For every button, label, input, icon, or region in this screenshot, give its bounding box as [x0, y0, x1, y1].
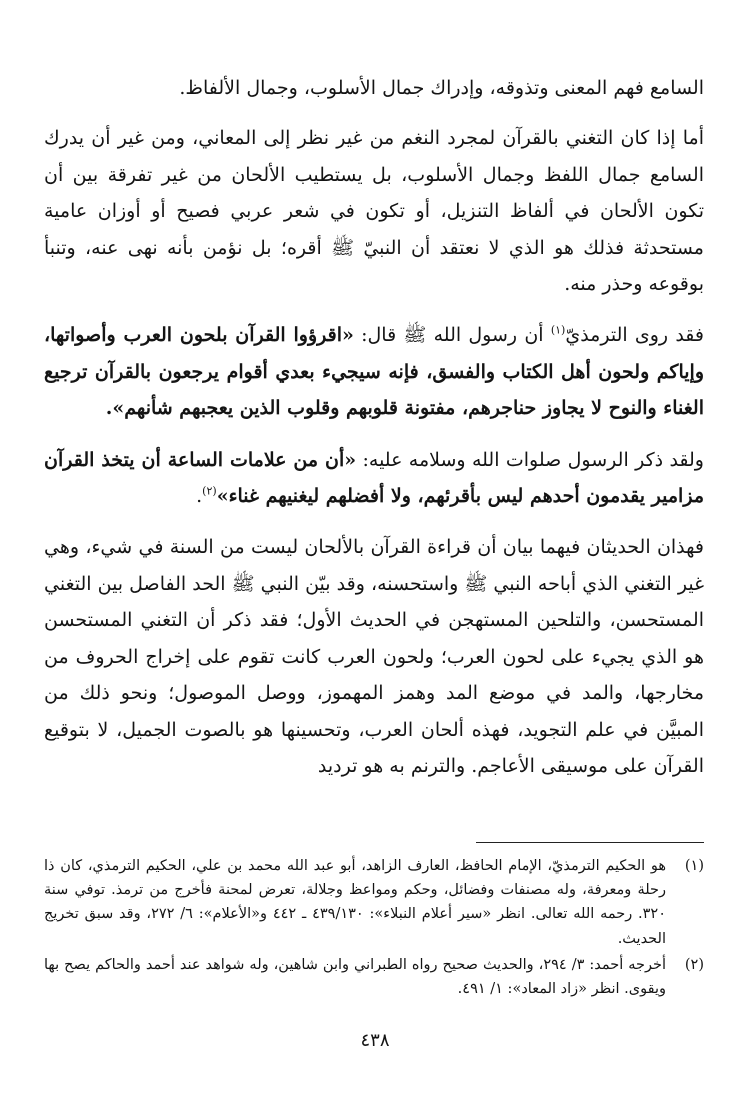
footnote-2-text: أخرجه أحمد: ٣/ ٢٩٤، والحديث صحيح رواه الطبراني وابن شاهين، وله شواهد عند أحمد والحاكم يصح بها ويقوى. انظر «زاد المعاد»: ١/ ٤٩١. [44, 956, 666, 998]
footnote-2-number: (٢) [684, 956, 704, 973]
paragraph-2 [44, 120, 704, 302]
footnote-1-number: (١) [684, 858, 704, 874]
footnotes [44, 854, 704, 1003]
paragraph-4-intro: ولقد ذكر الرسول صلوات الله وسلامه عليه: [356, 448, 704, 471]
paragraph-3-intro: فقد روى الترمذيّ [565, 324, 704, 347]
paragraph-4-end: . [196, 485, 203, 508]
footnote-ref-1: (١) [550, 324, 566, 338]
footnote-divider [476, 842, 704, 843]
paragraph-3-mid: أن رسول الله ﷺ قال: [353, 324, 551, 347]
paragraph-4 [44, 442, 704, 515]
footnote-ref-2: (٢) [202, 484, 217, 498]
footnote-1-text: هو الحكيم الترمذيّ، الإمام الحافظ، العارف الزاهد، أبو عبد الله محمد بن علي، الحكيم الترمذي، كان ذا رحلة ومعرفة، وله مصنفات وفضائل، وحكم ومواعظ وجلالة، تعرض لمحنة فأخرج من ترمذ. توفي سنة ٣٢٠. رحمه الله تعالى. انظر «سير أعلام النبلاء»: ٤٣٩/١٣٠ ـ ٤٤٢ و«الأعلام»: ٦/ ٢٧٢، وقد سبق تخريج الحديث. [44, 858, 667, 947]
hadith-quote-2: «أن من علامات الساعة أن يتخذ القرآن مزامير يقدمون أحدهم ليس بأقرئهم، ولا أفضلهم ليغنيهم غناء» [44, 448, 704, 508]
paragraph-2-text: أما إذا كان التغني بالقرآن لمجرد النغم من غير نظر إلى المعاني، ومن غير أن يدرك السامع جمال اللفظ وجمال الأسلوب، بل يستطيب الألحان من غير تفرقة بين أن تكون الألحان في ألفاظ التنزيل، أو تكون في شعر عربي فصيح أو أوزان عامية مستحدثة فذلك هو الذي لا نعتقد أن النبيّ ﷺ أقره؛ بل نؤمن بأنه نهى عنه، وتنبأ بوقوعه وحذر منه. [44, 127, 704, 296]
paragraph-5-text: فهذان الحديثان فيهما بيان أن قراءة القرآن بالألحان ليست من السنة في شيء، وهي غير التغني الذي أباحه النبي ﷺ واستحسنه، وقد بيّن النبي ﷺ الحد الفاصل بين التغني المستحسن، والتلحين المستهجن في الحديث الأول؛ فقد ذكر أن التغني المستحسن هو الذي يجيء على لحون العرب؛ ولحون العرب كانت تقوم على إخراج الحروف من مخارجها، والمد في موضع المد وهمز المهموز، ووصل الموصول؛ ونحو ذلك من المبيَّن في علم التجويد، فهذه ألحان العرب، وتحسينها هو بالصوت الجميل، لا بتوقيع القرآن على موسيقى الأعاجم. والترنم به هو ترديد [44, 536, 704, 777]
paragraph-5 [44, 529, 704, 784]
paragraph-3 [44, 317, 704, 426]
hadith-quote-1: «اقرؤوا القرآن بلحون العرب وأصواتها، وإياكم ولحون أهل الكتاب والفسق، فإنه سيجيء بعدي أقوام يرجعون بالقرآن ترجيع الغناء والنوح لا يجاوز حناجرهم، مفتونة قلوبهم وقلوب الذين يعجبهم شأنهم». [44, 324, 704, 420]
page-number: ٤٣٨ [360, 1030, 390, 1051]
main-text [44, 70, 704, 799]
footnote-2 [44, 953, 704, 1001]
footnote-1 [44, 854, 704, 951]
paragraph-1-text: السامع فهم المعنى وتذوقه، وإدراك جمال الأسلوب، وجمال الألفاظ. [179, 77, 704, 99]
paragraph-1 [44, 70, 704, 106]
